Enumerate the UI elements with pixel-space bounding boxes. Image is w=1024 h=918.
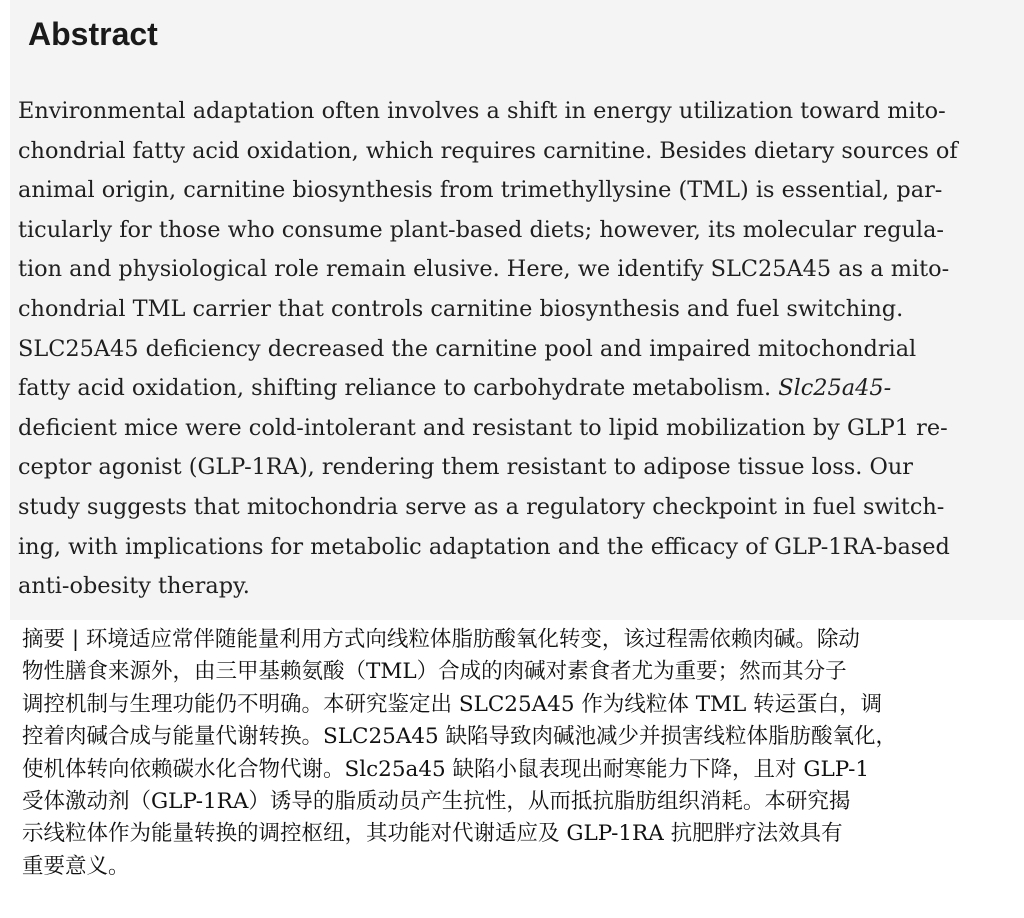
abstract-heading: Abstract: [28, 16, 158, 52]
abstract-line: Environmental adaptation often involves a shift in energy utilization toward mito-: [18, 98, 946, 124]
abstract-line: [18, 369, 1008, 409]
translation-line: 受体激动剂（GLP-1RA）诱导的脂质动员产生抗性，从而抵抗脂肪组织消耗。本研究揭: [22, 789, 851, 815]
abstract-line-text: fatty acid oxidation, shifting reliance to carbohydrate metabolism.: [18, 375, 779, 402]
abstract-line: animal origin, carnitine biosynthesis from trimethyllysine (TML) is essential, par-: [18, 177, 943, 204]
gene-name-italic: Slc25a45-: [778, 375, 892, 402]
translation-line: 重要意义。: [22, 853, 130, 879]
translation-line: 调控机制与生理功能仍不明确。本研究鉴定出 SLC25A45 作为线粒体 TML 转运蛋白，调: [22, 691, 883, 717]
translation-line: 示线粒体作为能量转换的调控枢纽，其功能对代谢适应及 GLP-1RA 抗肥胖疗法效具有: [22, 821, 843, 847]
abstract-line: deficient mice were cold-intolerant and resistant to lipid mobilization by GLP1 re-: [18, 414, 948, 441]
abstract-line: ticularly for those who consume plant-based diets; however, its molecular regula-: [18, 216, 944, 243]
abstract-line: study suggests that mitochondria serve as a regulatory checkpoint in fuel switch-: [18, 493, 945, 520]
translation-line: 物性膳食来源外，由三甲基赖氨酸（TML）合成的肉碱对素食者尤为重要；然而其分子: [22, 659, 847, 685]
abstract-line: SLC25A45 deficiency decreased the carnitine pool and impaired mitochondrial: [18, 335, 917, 362]
translation-line: 使机体转向依赖碳水化合物代谢。Slc25a45 缺陷小鼠表现出耐寒能力下降，且对 GLP-1: [22, 756, 870, 782]
translation-line: 摘要 | 环境适应常伴随能量利用方式向线粒体脂肪酸氧化转变，该过程需依赖肉碱。除动: [22, 627, 860, 652]
abstract-line: chondrial fatty acid oxidation, which requires carnitine. Besides dietary sources of: [18, 137, 958, 164]
abstract-line: ceptor agonist (GLP-1RA), rendering them resistant to adipose tissue loss. Our: [18, 454, 913, 481]
abstract-line: anti-obesity therapy.: [18, 573, 250, 600]
chinese-translation: [22, 624, 1022, 883]
translation-line: 控着肉碱合成与能量代谢转换。SLC25A45 缺陷导致肉碱池减少并损害线粒体脂肪酸氧化，: [22, 724, 898, 750]
abstract-line: chondrial TML carrier that controls carnitine biosynthesis and fuel switching.: [18, 295, 904, 322]
abstract-body: [18, 92, 1008, 607]
abstract-line: ing, with implications for metabolic adaptation and the efficacy of GLP-1RA-based: [18, 533, 950, 560]
abstract-line: tion and physiological role remain elusive. Here, we identify SLC25A45 as a mito-: [18, 256, 950, 283]
